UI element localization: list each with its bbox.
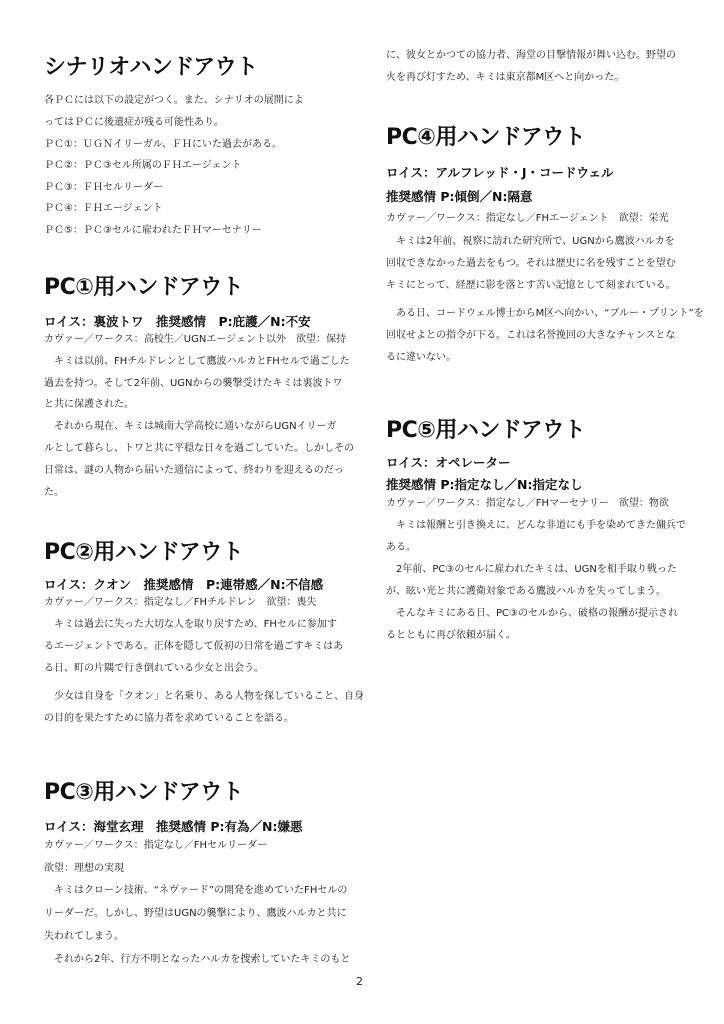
pc3-line: に、彼女とかつての協力者、海堂の目撃情報が舞い込む。野望の <box>386 50 676 61</box>
scenario-line: 各ＰＣには以下の設定がつく。また、シナリオの展開によ <box>44 95 304 106</box>
pc1-line: それから現在、キミは城南大学高校に通いながらUGNイリーガ <box>44 421 337 432</box>
pc1-lois: ロイス：裏波トワ 推奨感情 P:庇護／N:不安 <box>44 314 311 329</box>
pc2-line: る日、町の片隅で行き倒れている少女と出会う。 <box>44 663 264 674</box>
pc5-line: キミは報酬と引き換えに、どんな非道にも手を染めてきた傭兵で <box>386 520 686 531</box>
scenario-title: シナリオハンドアウト <box>44 55 258 80</box>
pc1-line: 日常は、謎の人物から届いた通信によって、終わりを迎えるのだっ <box>44 465 344 476</box>
pc5-title: PC⑤用ハンドアウト <box>386 418 586 443</box>
pc1-line: 過去を持つ。そして2年前、UGNからの襲撃受けたキミは裏波トワ <box>44 378 343 389</box>
scenario-line: ＰＣ⑤：ＰＣ③セルに雇われたＦＨマーセナリー <box>44 225 262 236</box>
scenario-line: ＰＣ③：ＦＨセルリーダー <box>44 182 163 193</box>
scenario-line: ＰＣ④：ＦＨエージェント <box>44 203 163 214</box>
pc3-line: リーダーだ。しかし、野望はUGNの襲撃により、鷹波ハルカと共に <box>44 908 347 919</box>
pc4-lois: ロイス：アルフレッド・J・コードウェル <box>386 165 614 180</box>
pc5-line: そんなキミにある日、PC③のセルから、破格の報酬が提示され <box>386 608 678 619</box>
pc1-title: PC①用ハンドアウト <box>44 275 244 300</box>
pc5-lois: ロイス：オペレーター <box>386 455 511 470</box>
pc1-line: ルとして暮らし、トワと共に平穏な日々を過ごしていた。しかしその <box>44 443 354 454</box>
pc3-line: 失われてしまう。 <box>44 931 124 942</box>
pc4-title: PC④用ハンドアウト <box>386 125 586 150</box>
pc3-lois: ロイス：海堂玄理 推奨感情 P:有為／N:嫌悪 <box>44 819 303 834</box>
pc2-lois: ロイス：クオン 推奨感情 P:連帯感／N:不信感 <box>44 577 324 592</box>
pc5-line: るとともに再び依頼が届く。 <box>386 630 516 641</box>
pc4-emotion: 推奨感情 P:傾倒／N:隔意 <box>386 189 533 204</box>
pc3-line: 火を再び灯すため、キミは東京都M区へと向かった。 <box>386 72 625 83</box>
scenario-line: ＰＣ②：ＰＣ③セル所属のＦＨエージェント <box>44 160 242 171</box>
pc3-desire: 欲望：理想の実現 <box>44 863 124 874</box>
pc2-cover: カヴァー／ワークス：指定なし／FHチルドレン 欲望：喪失 <box>44 597 317 608</box>
pc2-line: 少女は自身を「クオン」と名乗り、ある人物を探していること、自身 <box>44 691 364 702</box>
pc4-line: キミにとって、経歴に影を落とす苦い記憶として刻まれている。 <box>386 280 676 291</box>
pc4-cover: カヴァー／ワークス：指定なし／FHエージェント 欲望：栄光 <box>386 213 669 224</box>
pc4-line: キミは2年前、視察に訪れた研究所で、UGNから鷹波ハルカを <box>386 236 675 247</box>
pc3-line: それから2年、行方不明となったハルカを捜索していたキミのもと <box>44 954 351 965</box>
page-number: 2 <box>356 975 363 988</box>
pc5-line: 2年前、PC③のセルに雇われたキミは、UGNを相手取り戦った <box>386 564 677 575</box>
scenario-line: ＰＣ①：ＵＧＮイリーガル、ＦＨにいた過去がある。 <box>44 139 282 150</box>
pc3-title: PC③用ハンドアウト <box>44 780 244 805</box>
pc4-line: ある日、コードウェル博士からM区へ向かい、“ブルー・プリント”を <box>386 308 704 319</box>
pc3-line: キミはクローン技術、“ネヴァード”の開発を進めていたFHセルの <box>44 885 348 896</box>
pc2-title: PC②用ハンドアウト <box>44 540 244 565</box>
pc2-line: の目的を果たすために協力者を求めていることを語る。 <box>44 713 294 724</box>
pc5-emotion: 推奨感情 P:指定なし／N:指定なし <box>386 477 583 492</box>
pc2-line: キミは過去に失った大切な人を取り戻すため、FHセルに参加す <box>44 619 337 630</box>
scenario-line: ってはＰＣに後遺症が残る可能性あり。 <box>44 117 224 128</box>
pc4-line: 回収せよとの指令が下る。これは名誉挽回の大きなチャンスとな <box>386 330 676 341</box>
pc1-line: と共に保護された。 <box>44 399 134 410</box>
pc2-line: るエージェントである。正体を隠して仮初の日常を過ごすキミはあ <box>44 641 344 652</box>
pc4-line: るに違いない。 <box>386 352 456 363</box>
pc5-line: が、眩い光と共に護衛対象である鷹波ハルカを失ってしまう。 <box>386 586 666 597</box>
pc5-cover: カヴァー／ワークス：指定なし／FHマーセナリー 欲望：物欲 <box>386 498 669 509</box>
pc5-line: ある。 <box>386 542 416 553</box>
pc1-line: キミは以前、FHチルドレンとして鷹波ハルカとFHセルで過ごした <box>44 356 350 367</box>
pc4-line: 回収できなかった過去をもつ。それは歴史に名を残すことを望む <box>386 258 676 269</box>
pc1-cover: カヴァー／ワークス：高校生／UGNエージェント以外 欲望：保持 <box>44 334 346 345</box>
pc3-cover: カヴァー／ワークス：指定なし／FHセルリーダー <box>44 840 268 851</box>
pc1-line: た。 <box>44 487 64 498</box>
